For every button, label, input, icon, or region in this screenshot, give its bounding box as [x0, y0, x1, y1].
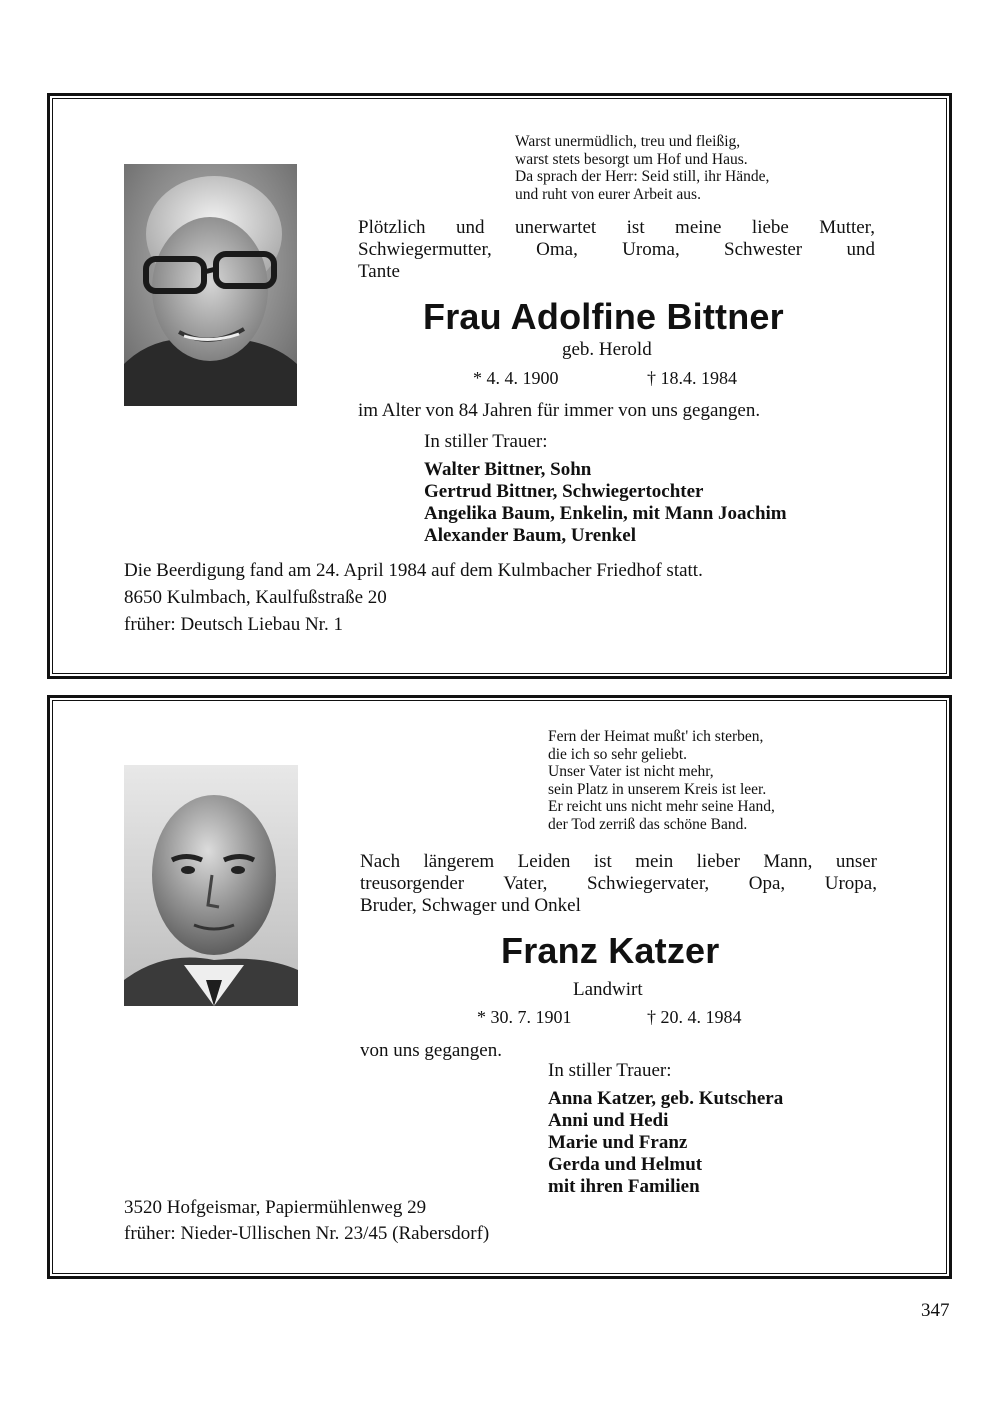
poem-line: Fern der Heimat mußt' ich sterben,	[548, 728, 764, 745]
address: 8650 Kulmbach, Kaulfußstraße 20	[124, 587, 387, 608]
mourner: mit ihren Familien	[548, 1176, 700, 1197]
mourners-list	[548, 1088, 783, 1198]
occupation: Landwirt	[573, 979, 643, 1000]
poem-line: sein Platz in unserem Kreis ist leer.	[548, 780, 767, 798]
intro-line: Tante	[358, 261, 400, 282]
funeral-line: Die Beerdigung fand am 24. April 1984 auf dem Kulmbacher Friedhof statt.	[124, 560, 703, 581]
mourning-label: In stiller Trauer:	[548, 1060, 672, 1081]
deceased-name: Frau Adolfine Bittner	[423, 296, 784, 337]
mourner: Gertrud Bittner, Schwiegertochter	[424, 481, 704, 502]
death-date: † 20. 4. 1984	[647, 1007, 742, 1027]
poem-verse	[515, 133, 769, 203]
mourner: Gerda und Helmut	[548, 1154, 703, 1175]
mourner: Marie und Franz	[548, 1132, 688, 1153]
intro-paragraph	[360, 851, 877, 895]
mourner: Walter Bittner, Sohn	[424, 459, 592, 480]
poem-line: Unser Vater ist nicht mehr,	[548, 763, 714, 780]
mourner: Angelika Baum, Enkelin, mit Mann Joachim	[424, 503, 787, 524]
mourner: Anni und Hedi	[548, 1110, 669, 1131]
poem-verse	[548, 728, 775, 833]
gone-line: von uns gegangen.	[360, 1040, 502, 1061]
poem-line: der Tod zerriß das schöne Band.	[548, 815, 748, 833]
mourner: Anna Katzer, geb. Kutschera	[548, 1088, 784, 1109]
portrait-photo-adolfine-bittner	[124, 164, 297, 406]
former-address: früher: Nieder-Ullischen Nr. 23/45 (Rabersdorf)	[124, 1223, 490, 1244]
poem-line: und ruht von eurer Arbeit aus.	[515, 185, 701, 203]
poem-line: Er reicht uns nicht mehr seine Hand,	[548, 798, 775, 815]
intro-line: treusorgender Vater, Schwiegervater, Opa, Uropa,	[360, 873, 877, 894]
intro-line: Schwiegermutter, Oma, Uroma, Schwester und	[358, 239, 875, 260]
portrait-photo-franz-katzer	[124, 765, 298, 1006]
death-date: † 18.4. 1984	[647, 368, 737, 388]
maiden-name: geb. Herold	[562, 339, 652, 360]
intro-line: Nach längerem Leiden ist mein lieber Mann, unser	[360, 851, 877, 872]
deceased-name: Franz Katzer	[501, 930, 720, 971]
mourning-label: In stiller Trauer:	[424, 431, 548, 452]
page-number: 347	[921, 1300, 950, 1321]
mourners-list	[424, 459, 787, 547]
birth-date: * 4. 4. 1900	[473, 368, 559, 388]
intro-paragraph	[358, 217, 875, 261]
poem-line: warst stets besorgt um Hof und Haus.	[515, 150, 748, 168]
poem-line: Warst unermüdlich, treu und fleißig,	[515, 133, 741, 150]
mourner: Alexander Baum, Urenkel	[424, 525, 636, 546]
former-address: früher: Deutsch Liebau Nr. 1	[124, 614, 343, 635]
intro-line: Plötzlich und unerwartet ist meine liebe Mutter,	[358, 217, 875, 238]
poem-line: die ich so sehr geliebt.	[548, 745, 688, 763]
address: 3520 Hofgeismar, Papiermühlenweg 29	[124, 1197, 427, 1218]
intro-line: Bruder, Schwager und Onkel	[360, 895, 581, 916]
age-line: im Alter von 84 Jahren für immer von uns gegangen.	[358, 400, 761, 421]
birth-date: * 30. 7. 1901	[477, 1007, 572, 1027]
poem-line: Da sprach der Herr: Seid still, ihr Hände,	[515, 168, 770, 185]
